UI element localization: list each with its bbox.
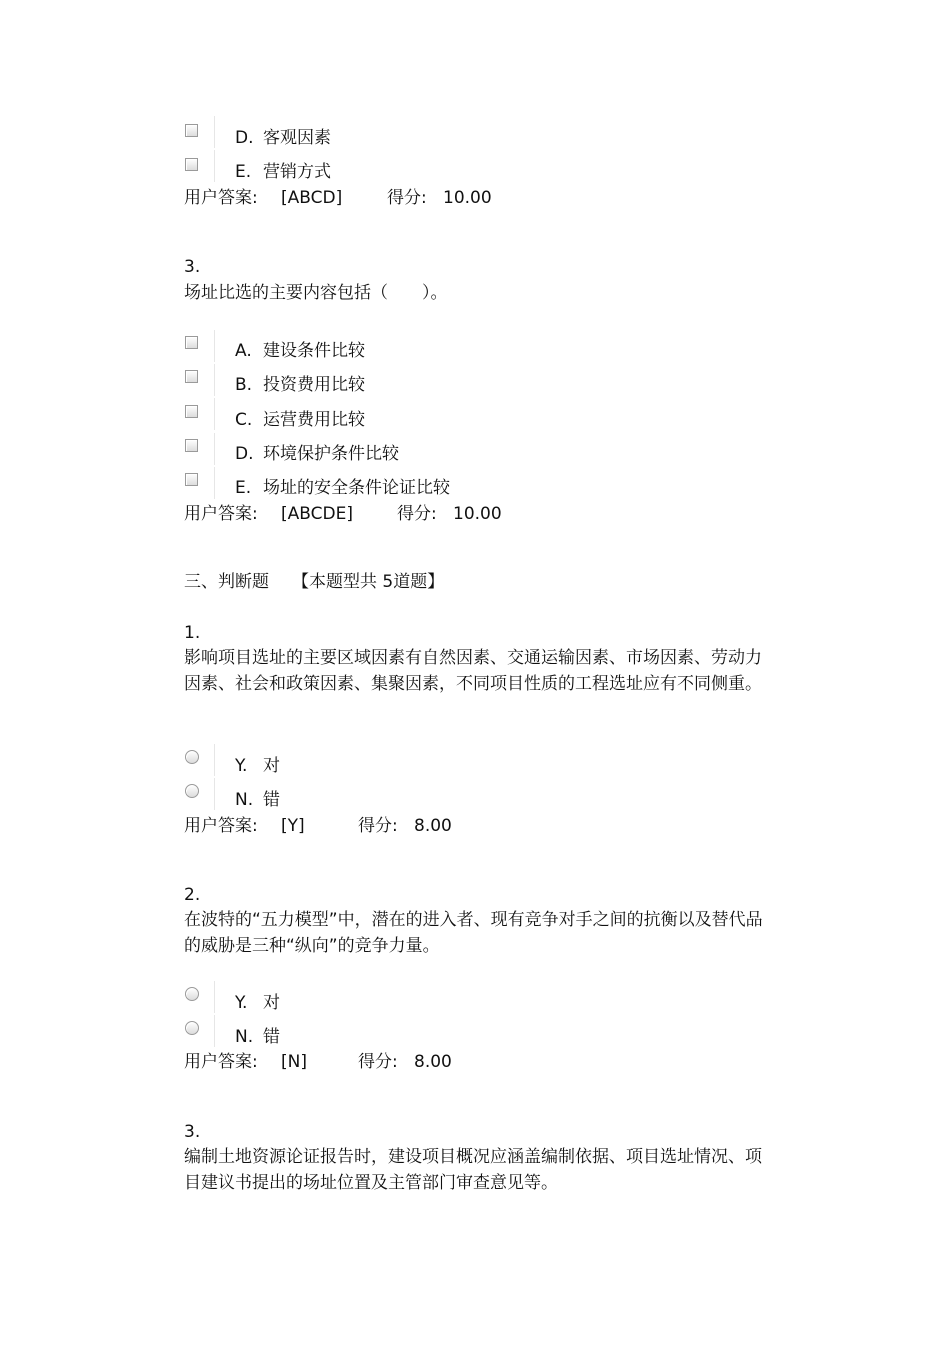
radio-button[interactable] (185, 1021, 199, 1035)
option-divider (214, 150, 215, 182)
answer-value: [N] (281, 1052, 307, 1072)
score-value: 10.00 (453, 504, 502, 524)
score-value: 10.00 (443, 188, 492, 208)
option-text: 建设条件比较 (263, 341, 365, 361)
option-divider (214, 778, 215, 810)
option-divider (214, 433, 215, 465)
option-letter: D. (235, 128, 254, 148)
checkbox[interactable] (185, 405, 198, 418)
radio-button[interactable] (185, 987, 199, 1001)
question-number: 2. (184, 885, 201, 905)
option-text: 场址的安全条件论证比较 (263, 478, 450, 498)
option-letter: Y. (235, 993, 248, 1013)
checkbox[interactable] (185, 473, 198, 486)
answer-label: 用户答案: (184, 504, 258, 524)
option-text: 投资费用比较 (263, 375, 365, 395)
option-letter: D. (235, 444, 254, 464)
option-divider (214, 116, 215, 148)
checkbox[interactable] (185, 439, 198, 452)
question-number: 1. (184, 623, 201, 643)
option-text: 营销方式 (263, 162, 331, 182)
question-text: 在波特的“五力模型”中，潜在的进入者、现有竞争对手之间的抗衡以及替代品的威胁是三种“纵向”的竞争力量。 (184, 910, 763, 956)
answer-label: 用户答案: (184, 188, 258, 208)
option-letter: A. (235, 341, 252, 361)
score-label: 得分: (358, 816, 398, 836)
option-divider (214, 744, 215, 776)
option-divider (214, 981, 215, 1013)
option-letter: E. (235, 478, 252, 498)
answer-label: 用户答案: (184, 1052, 258, 1072)
question-text: 编制土地资源论证报告时，建设项目概况应涵盖编制依据、项目选址情况、项目建议书提出的场址位置及主管部门审查意见等。 (184, 1147, 762, 1193)
option-letter: N. (235, 1027, 254, 1047)
checkbox[interactable] (185, 370, 198, 383)
score-label: 得分: (397, 504, 437, 524)
option-letter: N. (235, 790, 254, 810)
option-text: 运营费用比较 (263, 410, 365, 430)
option-text: 错 (263, 790, 280, 810)
answer-label: 用户答案: (184, 816, 258, 836)
option-text: 环境保护条件比较 (263, 444, 399, 464)
score-value: 8.00 (414, 816, 452, 836)
option-divider (214, 398, 215, 430)
answer-value: [Y] (281, 816, 305, 836)
option-letter: E. (235, 162, 252, 182)
answer-value: [ABCD] (281, 188, 343, 208)
option-text: 客观因素 (263, 128, 331, 148)
answer-value: [ABCDE] (281, 504, 353, 524)
option-divider (214, 364, 215, 396)
radio-button[interactable] (185, 750, 199, 764)
checkbox[interactable] (185, 124, 198, 137)
option-letter: Y. (235, 756, 248, 776)
option-divider (214, 330, 215, 362)
section-subtitle: 【本题型共 5道题】 (292, 572, 445, 592)
question-text: 影响项目选址的主要区域因素有自然因素、交通运输因素、市场因素、劳动力因素、社会和政策因素、集聚因素，不同项目性质的工程选址应有不同侧重。 (184, 648, 762, 694)
option-text: 对 (263, 993, 280, 1013)
score-value: 8.00 (414, 1052, 452, 1072)
score-label: 得分: (358, 1052, 398, 1072)
question-number: 3. (184, 1122, 201, 1142)
option-divider (214, 1015, 215, 1047)
checkbox[interactable] (185, 158, 198, 171)
option-letter: C. (235, 410, 253, 430)
question-number: 3. (184, 257, 201, 277)
section-title: 三、判断题 (184, 572, 269, 592)
option-letter: B. (235, 375, 253, 395)
radio-button[interactable] (185, 784, 199, 798)
option-divider (214, 467, 215, 499)
option-text: 对 (263, 756, 280, 776)
option-text: 错 (263, 1027, 280, 1047)
score-label: 得分: (387, 188, 427, 208)
checkbox[interactable] (185, 336, 198, 349)
question-text: 场址比选的主要内容包括（ ）。 (184, 283, 448, 303)
